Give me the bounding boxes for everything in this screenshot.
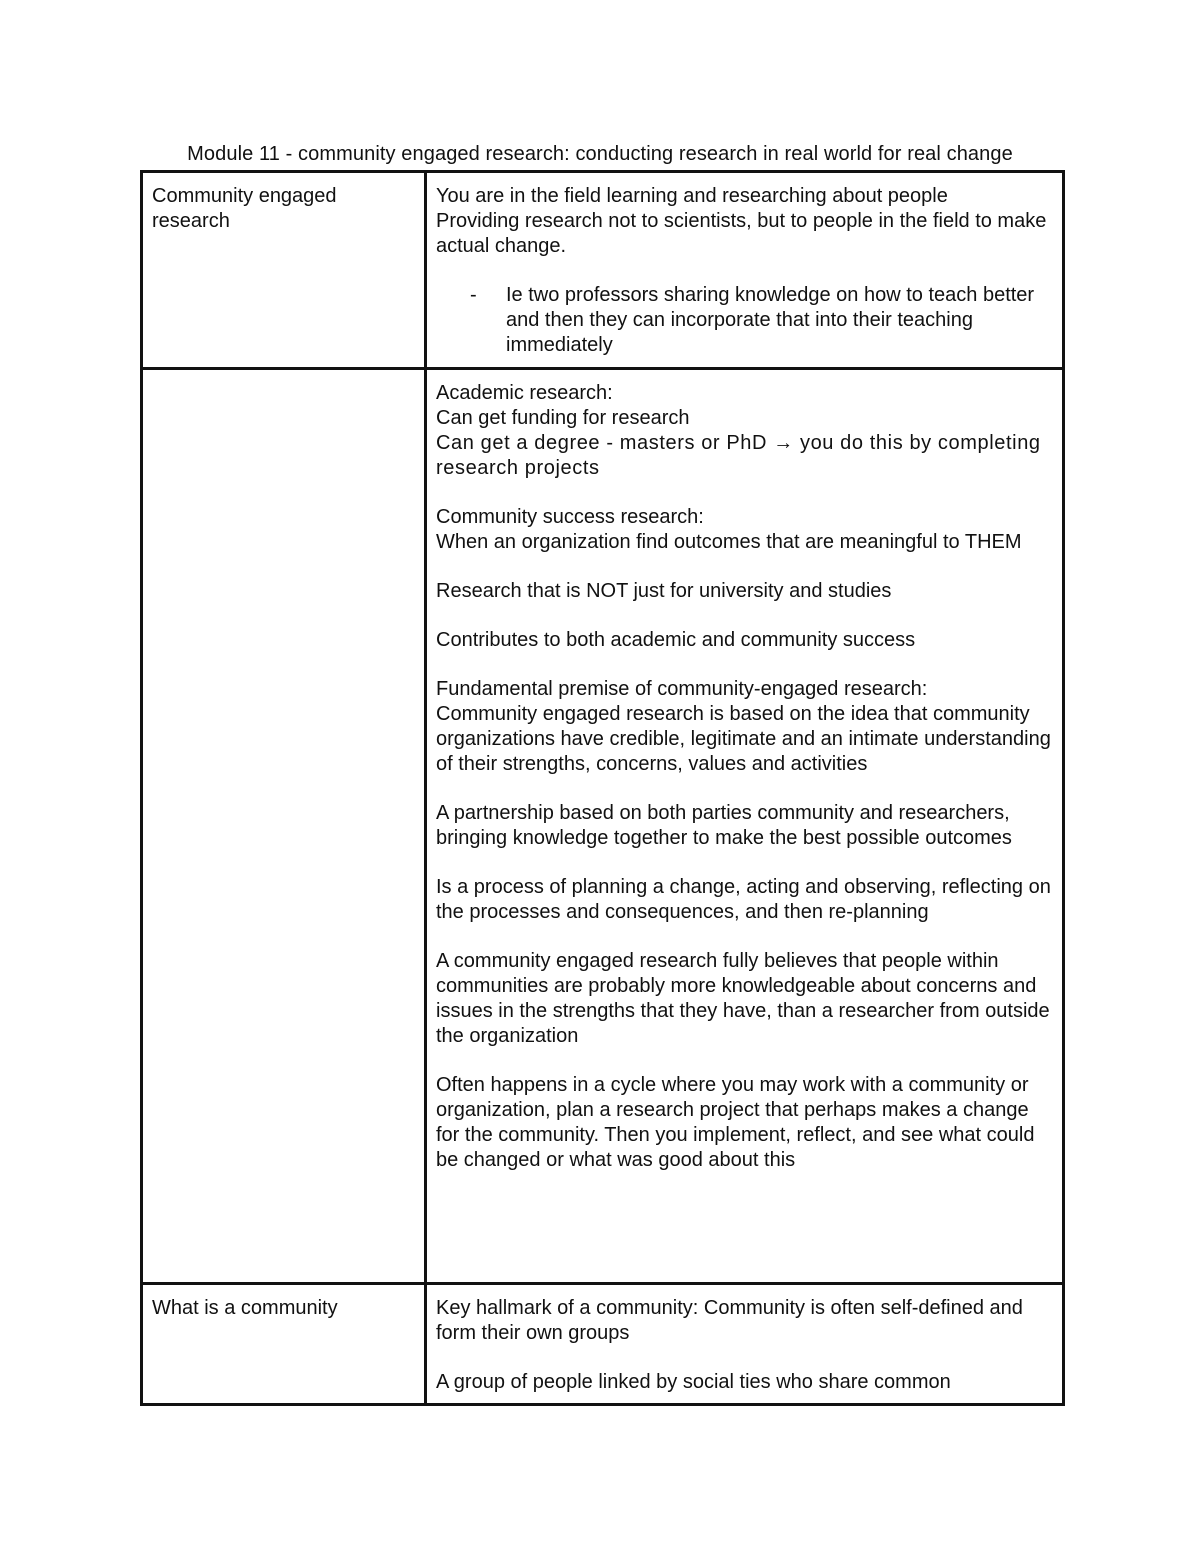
partnership-paragraph: A partnership based on both parties community and researchers, bringing knowledge together to make the best possible outcomes: [436, 802, 1012, 849]
table-row: [142, 1284, 1064, 1405]
community-success-paragraph: [436, 505, 1054, 555]
notes-table: [140, 170, 1065, 1406]
term-label: Community engaged research: [152, 185, 337, 232]
hallmark-paragraph: Key hallmark of a community: Community is often self-defined and form their own groups: [436, 1297, 1023, 1344]
definition-cell: [426, 1284, 1064, 1405]
process-paragraph: Is a process of planning a change, acting and observing, reflecting on the processes and consequences, and then re-planning: [436, 876, 1051, 923]
list-item: [436, 283, 1054, 358]
intro-paragraph: [436, 184, 1054, 259]
cycle-paragraph: Often happens in a cycle where you may work with a community or organization, plan a research project that perhaps makes a change for the community. Then you implement, reflect, and see what could be changed or what was good about this: [436, 1074, 1035, 1171]
term-cell: [142, 1284, 426, 1405]
page-title: Module 11 - community engaged research: conducting research in real world for real change: [187, 143, 1013, 165]
table-row: [142, 172, 1064, 369]
paragraph-heading: Community success research:: [436, 506, 704, 528]
dash-bullet-icon: -: [470, 284, 477, 306]
bullet-list: [436, 283, 1054, 358]
paragraph-heading: Fundamental premise of community-engaged research:: [436, 678, 928, 700]
bullet-text: Ie two professors sharing knowledge on how to teach better and then they can incorporate that into their teaching immediately: [506, 284, 1035, 356]
table-row: [142, 369, 1064, 1284]
fundamental-premise-paragraph: [436, 677, 1054, 777]
term-cell: [142, 172, 426, 369]
believes-paragraph: A community engaged research fully believes that people within communities are probably more knowledgeable about concerns and issues in the strengths that they have, than a researcher from outside the organization: [436, 950, 1050, 1047]
term-label: What is a community: [152, 1297, 338, 1319]
academic-research-paragraph: [436, 381, 1054, 481]
paragraph-line: Can get a degree - masters or PhD → you do this by completing research projects: [436, 432, 1041, 479]
group-paragraph: A group of people linked by social ties who share common: [436, 1371, 951, 1393]
paragraph-line: Can get funding for research: [436, 407, 690, 429]
not-just-university-paragraph: Research that is NOT just for university and studies: [436, 580, 892, 602]
intro-line: You are in the field learning and researching about people: [436, 185, 948, 207]
intro-line: Providing research not to scientists, but to people in the field to make actual change.: [436, 210, 1047, 257]
definition-cell: [426, 172, 1064, 369]
definition-cell: [426, 369, 1064, 1284]
paragraph-heading: Academic research:: [436, 382, 613, 404]
term-cell: [142, 369, 426, 1284]
paragraph-line: Community engaged research is based on the idea that community organizations have credible, legitimate and an intimate understanding of their strengths, concerns, values and activities: [436, 703, 1051, 775]
paragraph-line: When an organization find outcomes that are meaningful to THEM: [436, 531, 1022, 553]
contributes-paragraph: Contributes to both academic and community success: [436, 629, 916, 651]
